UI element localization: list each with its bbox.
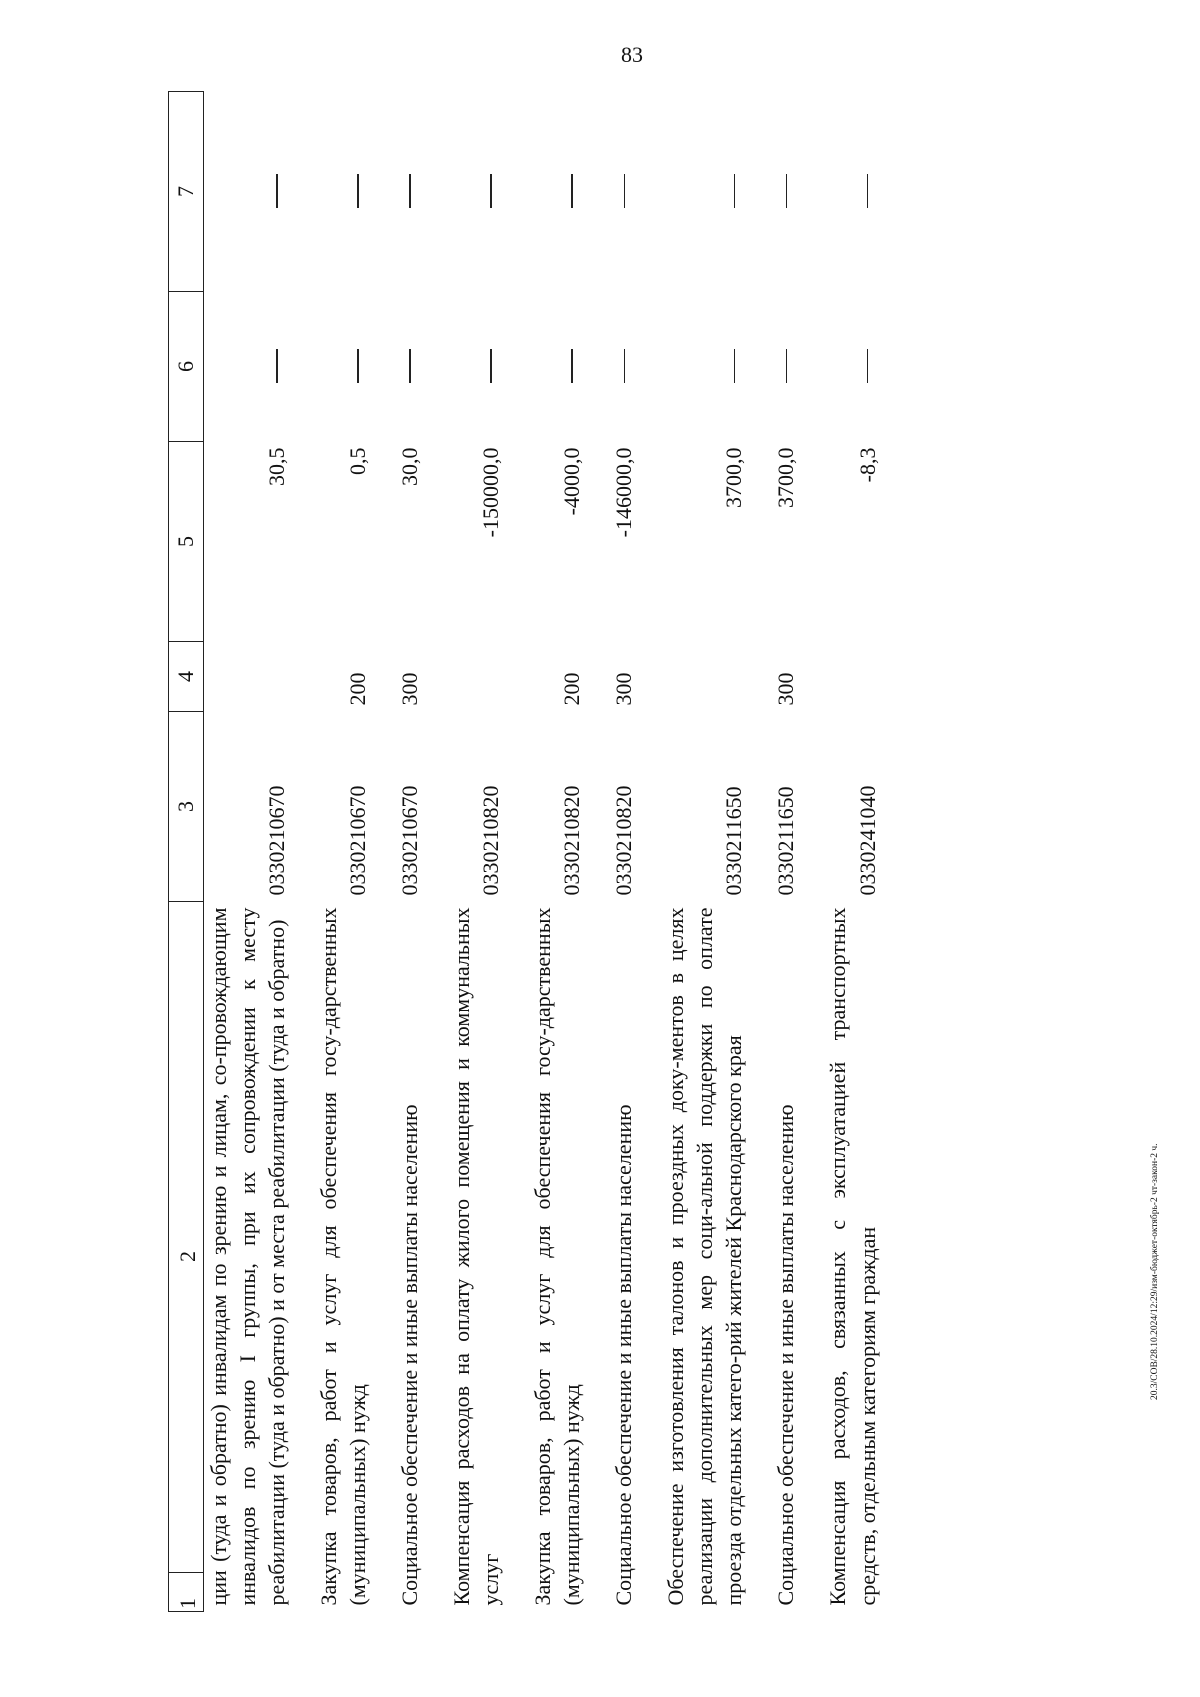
header-cell-6: 6	[169, 292, 204, 442]
row-target-code: 0330210820	[611, 785, 637, 896]
dash-mark	[624, 350, 626, 384]
row-description: ции (туда и обратно) инвалидам по зрению и лицам, со-провождающим инвалидов по зрению I группы, при их сопровождении к месту реабилитации (туда и обратно) и от места реабилитации (туда и обратно)	[206, 907, 290, 1606]
budget-table	[168, 91, 889, 1612]
dash-mark	[571, 350, 573, 384]
header-cell-5: 5	[169, 442, 204, 642]
row-description: Социальное обеспечение и иные выплаты населению	[773, 1104, 799, 1606]
dash-mark	[867, 350, 869, 384]
dash-mark	[490, 175, 492, 209]
dash-mark	[734, 175, 736, 209]
row-expense-type: 300	[397, 672, 423, 706]
row-amount: 3700,0	[773, 447, 799, 508]
row-expense-type	[807, 642, 888, 712]
header-row	[169, 92, 204, 1612]
rotated-budget-table	[168, 84, 1168, 1612]
table-row	[431, 92, 512, 1612]
dash-mark	[624, 175, 626, 209]
row-expense-type: 300	[773, 672, 799, 706]
row-expense-type: 200	[559, 672, 585, 706]
row-col6	[593, 292, 645, 442]
dash-mark	[786, 350, 788, 384]
dash-mark	[276, 175, 278, 209]
row-expense-type: 300	[611, 672, 637, 706]
dash-mark	[409, 175, 411, 209]
table-row	[593, 92, 645, 1612]
dash-mark	[867, 175, 869, 209]
row-amount: 30,5	[264, 447, 290, 486]
row-target-code: 0330210670	[264, 785, 290, 896]
row-description: Обеспечение изготовления талонов и проездных доку-ментов в целях реализации дополнительных мер соци-альной поддержки по оплате проезда отдельных катего-рий жителей Краснодарского края	[663, 907, 747, 1606]
row-col7	[755, 92, 807, 292]
row-description: Компенсация расходов на оплату жилого помещения и коммунальных услуг	[449, 907, 504, 1606]
row-target-code: 0330210670	[397, 785, 423, 896]
dash-mark	[276, 350, 278, 384]
header-cell-2	[169, 902, 204, 1612]
row-expense-type	[204, 642, 299, 712]
row-amount: -150000,0	[478, 447, 504, 538]
row-target-code: 0330211650	[721, 786, 747, 896]
row-col6	[204, 292, 299, 442]
row-col7	[645, 92, 755, 292]
dash-mark	[786, 175, 788, 209]
row-target-code: 0330210670	[345, 785, 371, 896]
table-row	[645, 92, 755, 1612]
row-target-code: 0330210820	[559, 785, 585, 896]
row-amount: -146000,0	[611, 447, 637, 538]
dash-mark	[357, 175, 359, 209]
document-footer-note: 20.3/СОВ/28.10.2024/12:29/изм-бюджет-октябрь-2 чт-закон-2 ч.	[1150, 1143, 1160, 1400]
dash-mark	[357, 350, 359, 384]
row-col6	[645, 292, 755, 442]
row-expense-type	[645, 642, 755, 712]
row-amount: 30,0	[397, 447, 423, 486]
header-label-2: 2	[175, 1251, 200, 1262]
row-expense-type	[431, 642, 512, 712]
row-col7	[512, 92, 593, 292]
row-target-code: 0330210820	[478, 785, 504, 896]
table-row	[512, 92, 593, 1612]
dash-mark	[734, 350, 736, 384]
row-col6	[807, 292, 888, 442]
dash-mark	[490, 350, 492, 384]
table-row	[379, 92, 431, 1612]
row-col7	[807, 92, 888, 292]
row-description: Компенсация расходов, связанных с эксплуатацией транспортных средств, отдельным категориям граждан	[825, 907, 880, 1606]
row-description: Социальное обеспечение и иные выплаты населению	[611, 1104, 637, 1606]
header-cell-3: 3	[169, 712, 204, 902]
row-amount: -4000,0	[559, 447, 585, 516]
row-description: Закупка товаров, работ и услуг для обеспечения госу-дарственных (муниципальных) нужд	[530, 907, 585, 1606]
table-row	[298, 92, 379, 1612]
header-cell-7: 7	[169, 92, 204, 292]
row-col7	[379, 92, 431, 292]
row-col6	[512, 292, 593, 442]
table-row	[755, 92, 807, 1612]
table-row	[807, 92, 888, 1612]
row-col7	[204, 92, 299, 292]
row-target-code: 0330211650	[773, 786, 799, 896]
row-col6	[379, 292, 431, 442]
row-col7	[593, 92, 645, 292]
page-number: 83	[621, 42, 643, 67]
row-expense-type: 200	[345, 672, 371, 706]
row-col7	[431, 92, 512, 292]
row-col6	[431, 292, 512, 442]
row-description: Закупка товаров, работ и услуг для обеспечения госу-дарственных (муниципальных) нужд	[316, 907, 371, 1606]
dash-mark	[409, 350, 411, 384]
row-col7	[298, 92, 379, 292]
header-label-1: 1	[175, 1598, 200, 1609]
header-cell-4: 4	[169, 642, 204, 712]
table-row	[204, 92, 299, 1612]
row-col6	[298, 292, 379, 442]
row-amount: 3700,0	[721, 447, 747, 508]
dash-mark	[571, 175, 573, 209]
row-amount: 0,5	[345, 447, 371, 475]
row-target-code: 0330241040	[854, 785, 880, 896]
row-col6	[755, 292, 807, 442]
row-description: Социальное обеспечение и иные выплаты населению	[397, 1104, 423, 1606]
row-amount: -8,3	[854, 447, 880, 483]
